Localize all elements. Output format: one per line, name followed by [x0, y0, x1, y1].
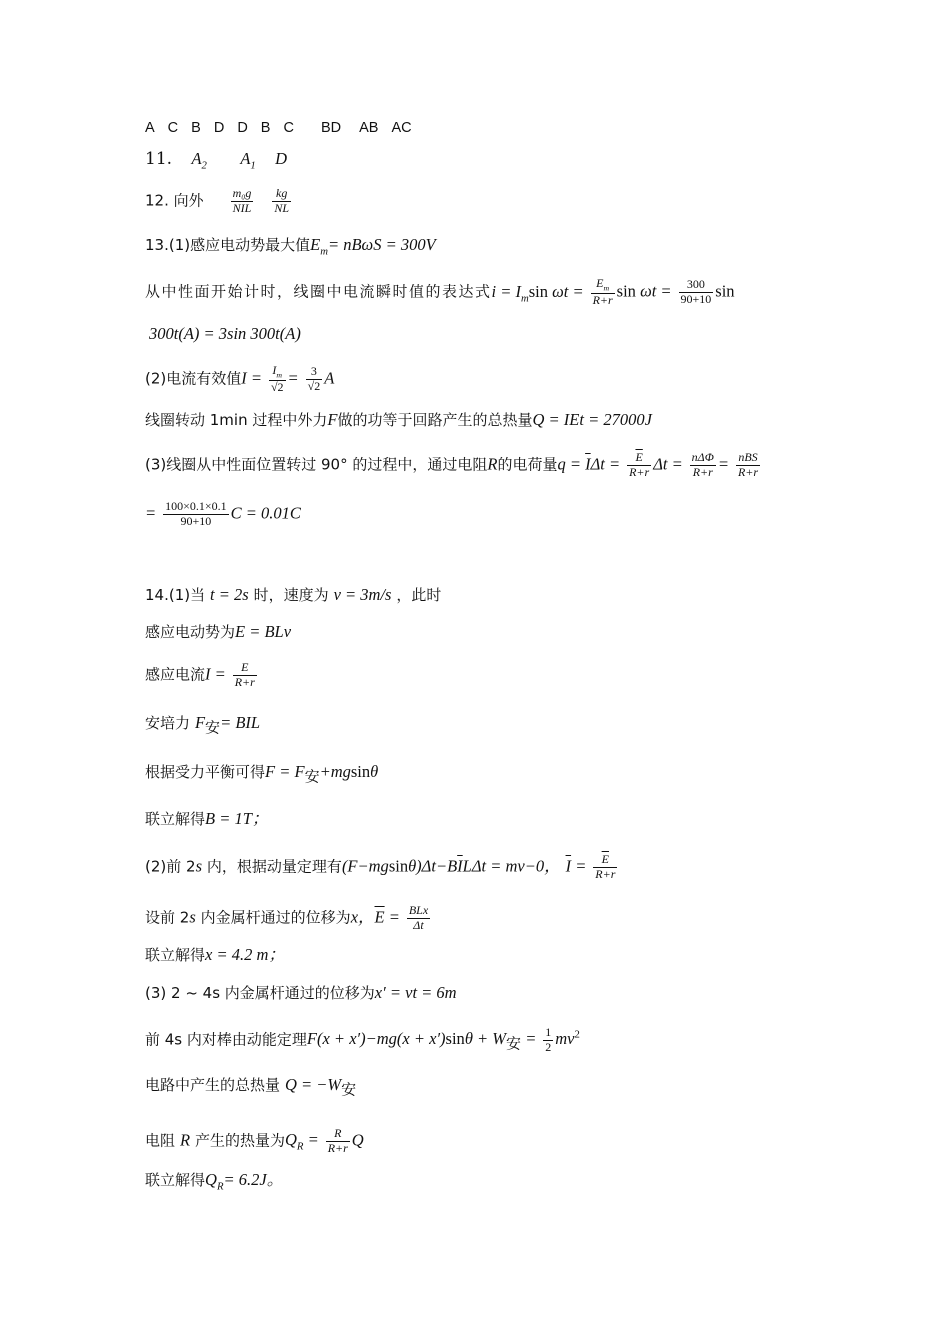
q14-line-1 [145, 586, 441, 604]
q13-l5-text: 线圈转动 1min 过程中外力 [145, 411, 328, 429]
q14-l8-text: 设前 2 [145, 908, 190, 927]
q13-line-2: 从中性面开始计时，线圈中电流瞬时值的表达式$i = I_m\sin$ ωt = $\frac{E_m}{R+r}$ sin ωt = $\frac{300}{90+10}$ sin [145, 276, 735, 308]
q13-line-6: (3)线圈从中性面位置转过 90° 的过程中，通过电阻R的电荷量$q = \overline{I}\Delta t$ = $\frac{\overline{E}}{R+r}$ Δt = $\frac{\text{nΔΦ}}{R+r}$ = $\frac{\text{nBS}}{R+r}$ [145, 450, 759, 479]
q14-l12-text: 电路中产生的总热量 [145, 1076, 281, 1094]
q12-f2d: NL [274, 200, 290, 215]
q14-l14-text: 联立解得 [145, 1171, 206, 1189]
q14-l1-c: ，此时 [396, 586, 442, 604]
q14-l3-text: 感应电流 [145, 665, 206, 684]
q12-frac-2 [272, 187, 291, 216]
q14-line-10 [145, 984, 457, 1002]
q11-line [145, 150, 287, 172]
q13-l6-text: (3)线圈从中性面位置转过 90° 的过程中，通过电阻 [145, 455, 488, 474]
q12-f1n: m₀g [232, 186, 252, 200]
answer-5: D [237, 120, 248, 136]
q14-l2-eq: E = BLv [235, 622, 292, 641]
q12-frac-1 [231, 187, 254, 216]
q12-f1d: NIL [232, 200, 252, 215]
q14-l7-mid: 内，根据动量定理有 [206, 857, 342, 876]
q13-l6-mid: 的电荷量 [497, 455, 558, 474]
q14-l10-text: (3) 2 ~ 4s 内金属杆通过的位移为 [145, 984, 375, 1002]
q13-line-3: 300t(A) = 3sin 300t(A) [149, 324, 301, 343]
answer-8: BD [320, 120, 342, 136]
q14-line-8: 设前 2s 内金属杆通过的位移为x，$\overline{E}$ = $\frac{\text{BLx}}{\Delta t}$ [145, 903, 429, 932]
q14-l4-text: 安培力 [145, 714, 191, 732]
q14-l9-text: 联立解得 [145, 946, 206, 964]
answer-6: B [260, 120, 271, 136]
q14-line-11: 前 4s 内对棒由动能定理$F(x + x')-mg(x + x')\sin\theta + W_安$ = $\frac{1}{2}$ $mv^2$ [145, 1025, 580, 1054]
q14-l6-eq: B = 1T； [205, 809, 269, 828]
q12-line [145, 187, 293, 216]
q11-label: 11. [145, 149, 173, 169]
answer-2: C [167, 120, 179, 136]
answer-row [145, 119, 425, 137]
answer-3: B [191, 120, 201, 136]
q13-line-7: = $\frac{100\times 0.1\times 0.1}{90+10}$ C = 0.01C [145, 499, 301, 528]
q13-l7-eq: C = 0.01C [230, 503, 301, 523]
q14-l5-text: 根据受力平衡可得 [145, 763, 266, 781]
q14-line-12: 电路中产生的总热量 $Q = -W_安$ [145, 1075, 357, 1099]
q13-l5-eq: Q = IEt = 27000J [532, 410, 652, 429]
q12-label: 12. 向外 [145, 191, 204, 210]
q13-l5-mid: 做的功等于回路产生的总热量 [337, 411, 533, 429]
q11-b-sub: 1 [250, 159, 256, 172]
q14-l1-a: 14.(1)当 [145, 586, 206, 604]
answer-9: AB [359, 120, 379, 136]
q14-line-3: 感应电流I = $\frac{E}{R+r}$ [145, 660, 255, 689]
q13-l1-text: 13.(1)感应电动势最大值 [145, 236, 311, 254]
q14-l6-text: 联立解得 [145, 810, 206, 828]
q13-l1-eq: = nBωS = 300V [327, 235, 436, 254]
q14-line-6 [145, 810, 268, 828]
q13-l7-den: 90+10 [180, 513, 212, 528]
q14-l1-t: t = 2s [210, 585, 249, 604]
q14-line-14: 联立解得$Q_R= 6.2J$。 [145, 1170, 284, 1193]
q14-l4-eq: = BIL [220, 713, 261, 732]
q14-l1-v: v = 3m/s [333, 585, 392, 604]
q14-line-7: (2)前 2s 内，根据动量定理有$(F-mgsin\theta)\Delta t-B\overline{I}L\Delta t = mv-0$， $\overline{I}$ = $\frac{\overline{E}}{R+r}$ [145, 852, 616, 881]
q14-line-5: 根据受力平衡可得$F = F_安+mgsin\theta$ [145, 762, 379, 786]
q13-l2-text: 从中性面开始计时，线圈中电流瞬时值的表达式 [145, 282, 492, 301]
q11-c: D [275, 149, 288, 168]
q13-line-1: 13.(1)感应电动势最大值$E_m= nB\omega S = 300V$ [145, 235, 436, 258]
q12-f2n: kg [272, 187, 291, 202]
q14-l2-text: 感应电动势为 [145, 623, 236, 641]
q14-line-9 [145, 946, 285, 964]
q11-a-sub: 2 [201, 159, 207, 172]
q11-b: A [240, 149, 251, 168]
q14-l9-eq: x = 4.2 m； [205, 945, 285, 964]
q13-l7-num: 100×0.1×0.1 [165, 499, 227, 513]
answer-4: D [213, 120, 225, 136]
q14-l14-eq: = 6.2J。 [223, 1170, 284, 1189]
q14-line-4: 安培力 $F_安=$ BIL [145, 713, 261, 737]
q14-l13-mid: 产生的热量为 [194, 1131, 285, 1150]
q13-l4-text: (2)电流有效值 [145, 369, 242, 388]
q14-l8-mid: 内金属杆通过的位移为 [200, 908, 351, 927]
answer-1: A [145, 120, 155, 136]
q14-l10-eq: x′ = vt = 6m [374, 983, 457, 1002]
q14-line-13: 电阻 R 产生的热量为$Q_R$ = $\frac{R}{R+r}$ Q [145, 1126, 364, 1155]
q14-line-2 [145, 623, 291, 641]
q14-l1-b: 时，速度为 [253, 586, 329, 604]
q14-l13-text: 电阻 [145, 1131, 176, 1150]
q13-line-4: (2)电流有效值I = $\frac{I_m}{√2}$ = $\frac{3}{√2}$ A [145, 363, 335, 395]
q13-line-5: 线圈转动 1min 过程中外力F做的功等于回路产生的总热量Q = IEt = 27000J [145, 410, 652, 429]
q14-l11-text: 前 4s 内对棒由动能定理 [145, 1030, 307, 1049]
answer-7: C [283, 120, 294, 136]
q14-l7-text: (2)前 2 [145, 857, 196, 876]
answer-10: AC [391, 120, 412, 136]
q11-a: A [191, 149, 202, 168]
